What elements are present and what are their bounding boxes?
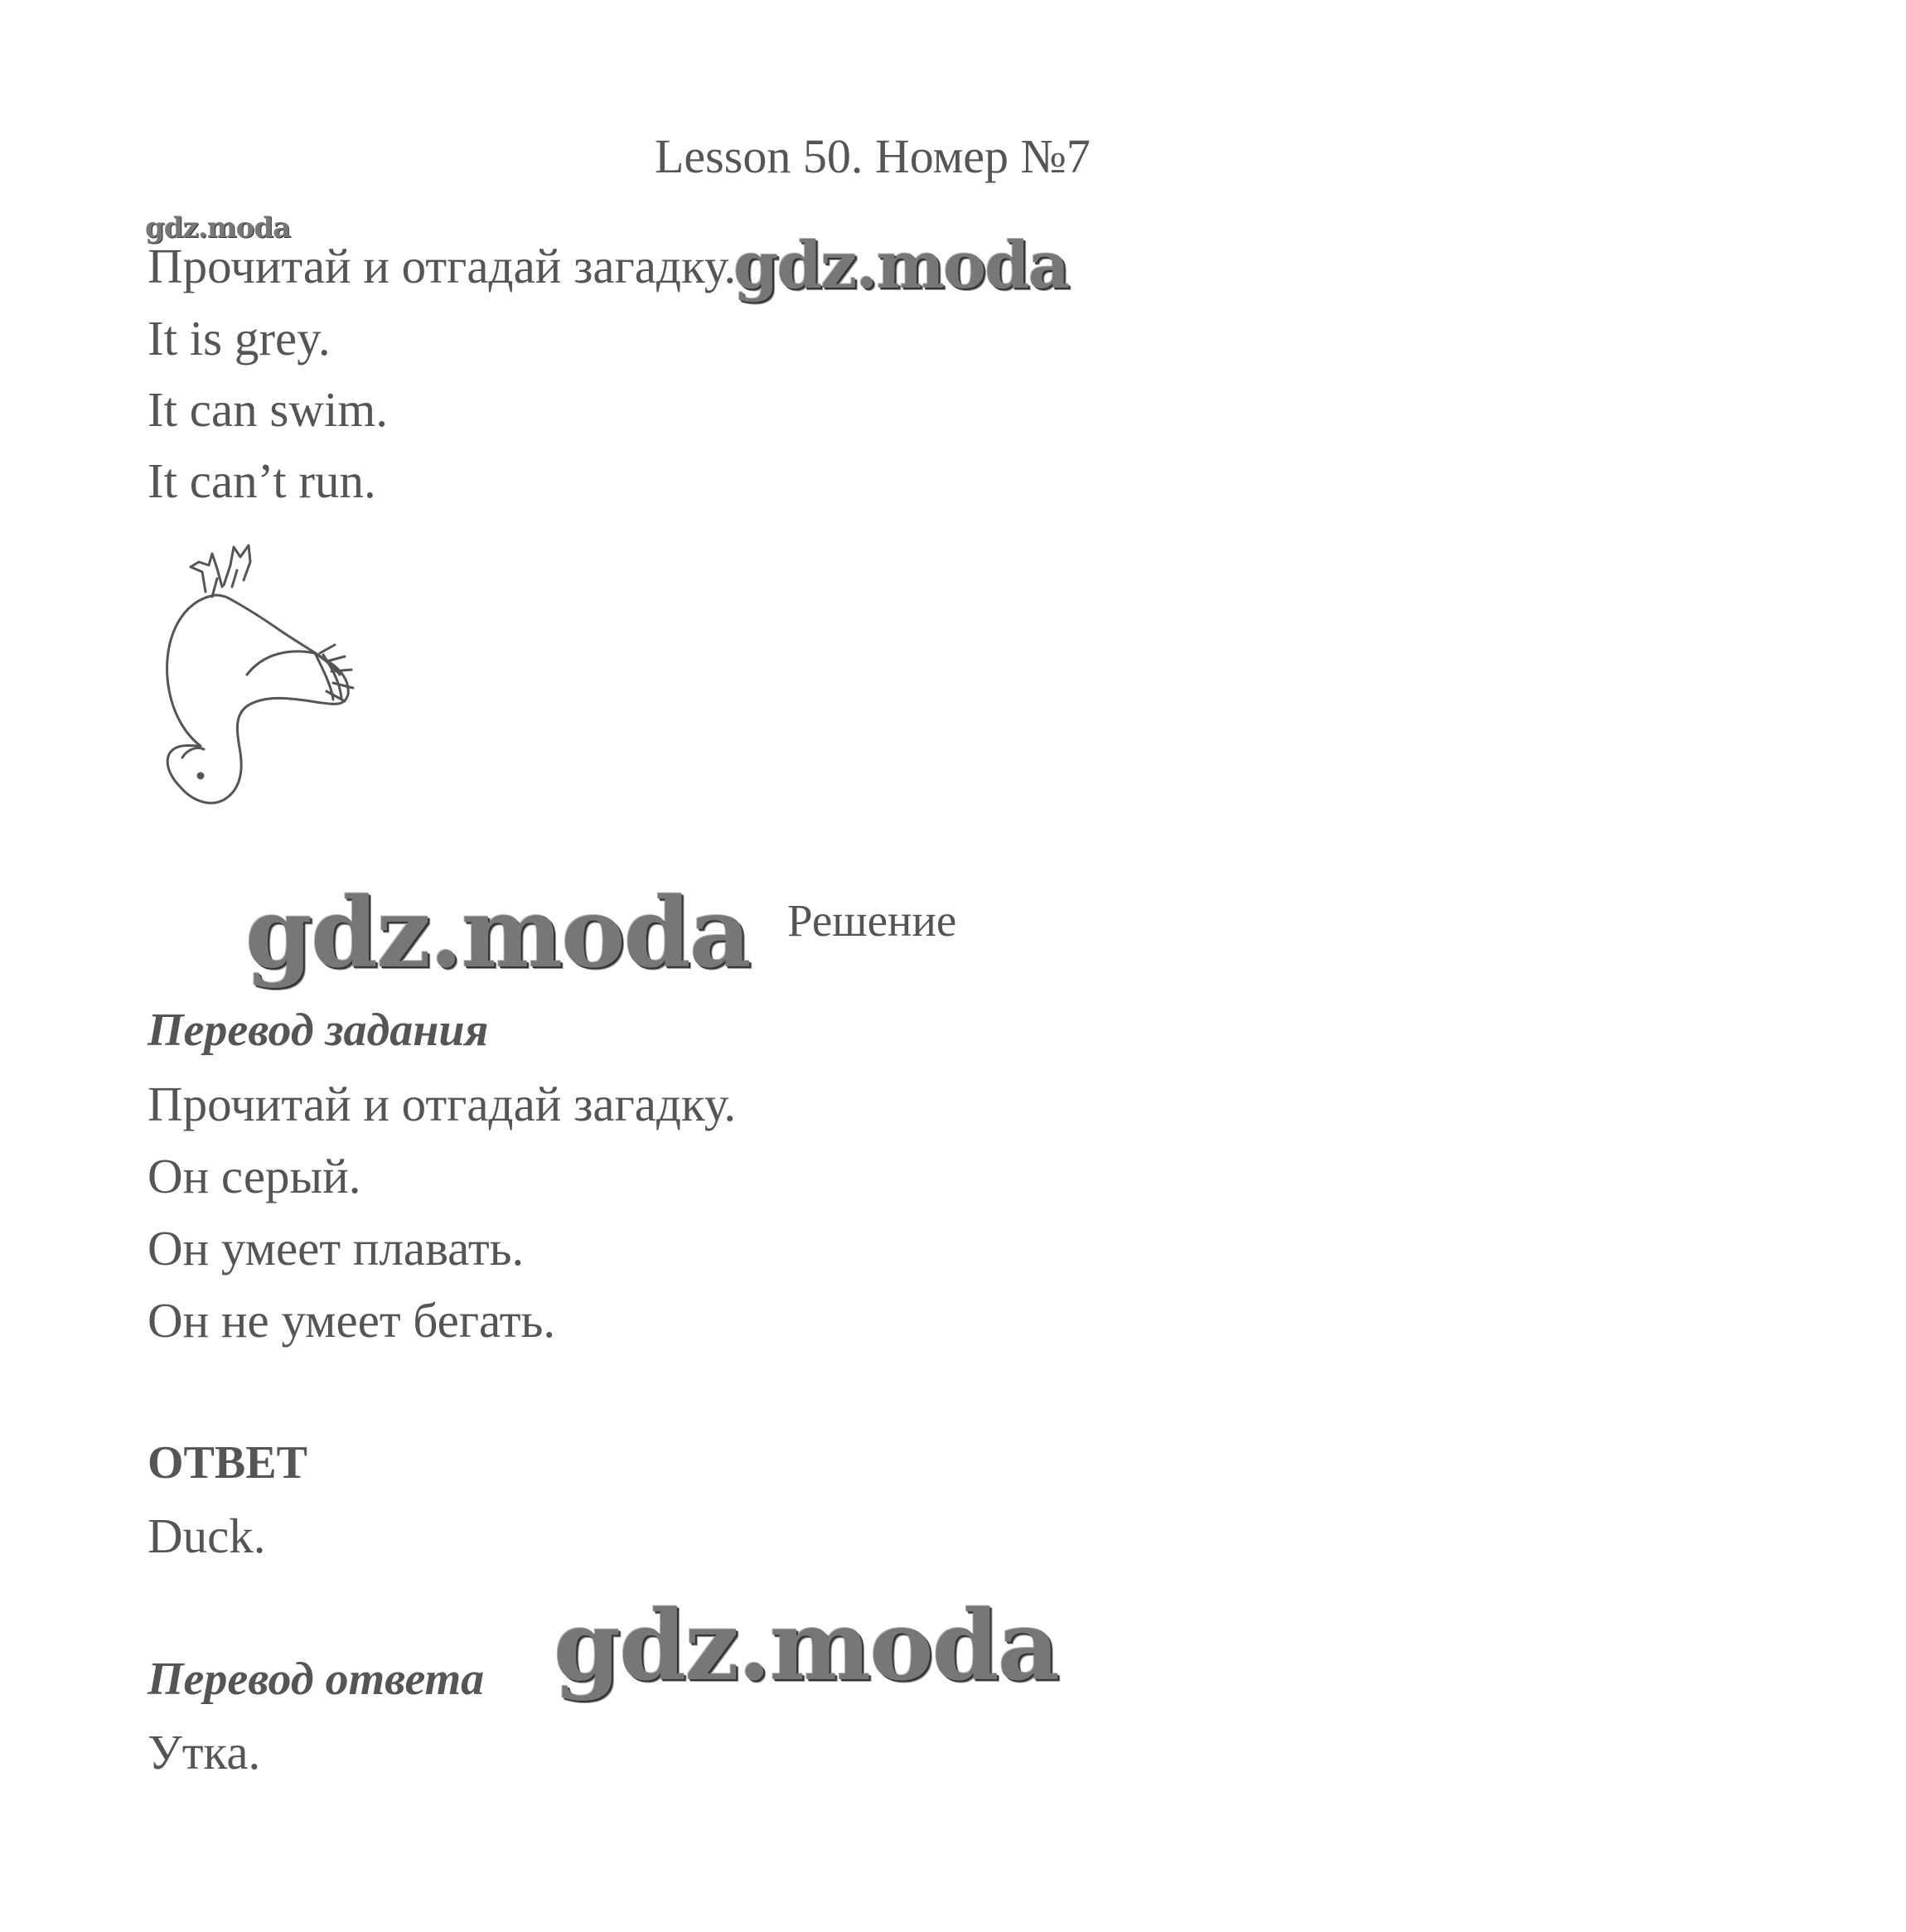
solution-heading: Решение xyxy=(787,895,957,946)
translation-line: Он умеет плавать. xyxy=(148,1221,525,1276)
answer-heading: ОТВЕТ xyxy=(148,1437,307,1489)
watermark: gdz.moda xyxy=(245,877,750,990)
translation-line: Он не умеет бегать. xyxy=(148,1293,556,1348)
task-line: It can’t run. xyxy=(148,453,376,508)
translation-heading: Перевод задания xyxy=(148,1005,489,1056)
translation-line: Прочитай и отгадай загадку. xyxy=(148,1077,737,1131)
duck-drawing-icon xyxy=(157,529,365,815)
watermark: gdz.moda xyxy=(733,228,1069,303)
watermark: gdz.moda xyxy=(554,1590,1058,1702)
translation-line: Он серый. xyxy=(148,1149,361,1203)
page-title: Lesson 50. Номер №7 xyxy=(655,129,1091,183)
watermark-small: gdz.moda xyxy=(145,211,291,245)
task-instruction: Прочитай и отгадай загадку. xyxy=(148,239,737,293)
answer-translation-heading: Перевод ответа xyxy=(148,1654,485,1705)
answer-text: Duck. xyxy=(148,1508,266,1563)
task-line: It can swim. xyxy=(148,382,389,437)
answer-translation-text: Утка. xyxy=(148,1725,261,1779)
task-line: It is grey. xyxy=(148,311,331,366)
